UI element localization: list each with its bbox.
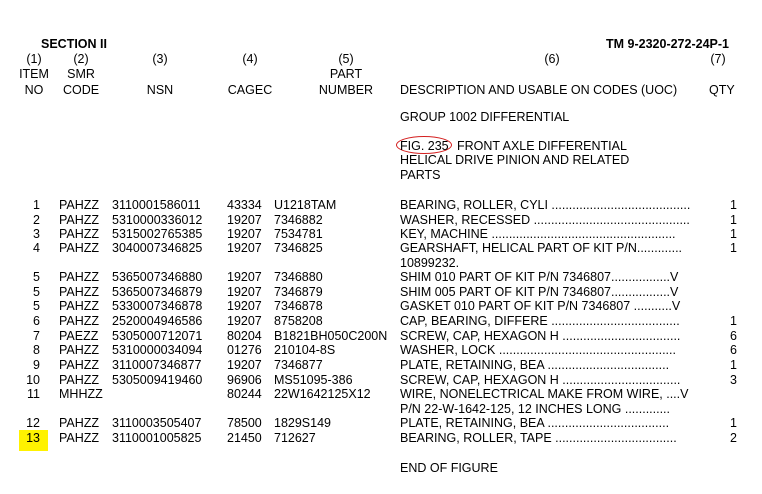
row-quantity: 1 xyxy=(730,416,737,430)
row-smr-code: PAHZZ xyxy=(59,299,100,313)
row-cagec: 19207 xyxy=(227,213,262,227)
row-cagec: 80204 xyxy=(227,329,262,343)
row-nsn: 5305009419460 xyxy=(112,373,203,387)
col-header-part: PART xyxy=(329,67,363,81)
row-item-number: 9 xyxy=(33,358,40,372)
row-nsn: 3110003505407 xyxy=(112,416,202,430)
row-item-number: 6 xyxy=(33,314,40,328)
col-number-4: (4) xyxy=(242,52,258,66)
row-part-number: 7346882 xyxy=(274,213,323,227)
row-part-number: 7346878 xyxy=(274,299,323,313)
row-part-number: MS51095-386 xyxy=(274,373,353,387)
row-nsn: 5365007346879 xyxy=(112,285,203,299)
row-smr-code: PAHZZ xyxy=(59,373,100,387)
row-description: GASKET 010 PART OF KIT P/N 7346807 ...........V xyxy=(400,299,681,313)
row-cagec: 19207 xyxy=(227,227,262,241)
row-smr-code: MHHZZ xyxy=(59,387,103,401)
row-part-number: 8758208 xyxy=(274,314,323,328)
row-description: WASHER, LOCK ................................................... xyxy=(400,343,676,357)
figure-label: FIG. 235 xyxy=(400,139,449,153)
row-item-number: 1 xyxy=(33,198,40,212)
row-description: CAP, BEARING, DIFFERE ..................................... xyxy=(400,314,680,328)
col-number-1: (1) xyxy=(26,52,42,66)
row-cagec: 19207 xyxy=(227,285,262,299)
row-item-number: 10 xyxy=(26,373,40,387)
row-description: BEARING, ROLLER, TAPE ................................... xyxy=(400,431,677,445)
row-cagec: 21450 xyxy=(227,431,262,445)
row-cagec: 19207 xyxy=(227,270,262,284)
row-part-number: 7346877 xyxy=(274,358,323,372)
row-item-number: 4 xyxy=(33,241,40,255)
col-header-nsn: NSN xyxy=(146,83,174,97)
row-description: PLATE, RETAINING, BEA ................................... xyxy=(400,416,670,430)
row-quantity: 1 xyxy=(730,241,737,255)
row-description: 10899232. xyxy=(400,256,460,270)
row-item-number: 5 xyxy=(33,299,40,313)
row-quantity: 2 xyxy=(730,431,737,445)
row-description: SCREW, CAP, HEXAGON H .................................. xyxy=(400,329,681,343)
col-number-6: (6) xyxy=(544,52,560,66)
row-nsn: 5330007346878 xyxy=(112,299,203,313)
row-cagec: 19207 xyxy=(227,314,262,328)
col-header-item: ITEM xyxy=(19,67,49,81)
col-header-description: DESCRIPTION AND USABLE ON CODES (UOC) xyxy=(400,83,678,97)
row-nsn: 3110001586011 xyxy=(112,198,201,212)
row-part-number: 1829S149 xyxy=(274,416,332,430)
group-title: GROUP 1002 DIFFERENTIAL xyxy=(400,110,570,124)
row-part-number: 210104-8S xyxy=(274,343,336,357)
row-nsn: 3040007346825 xyxy=(112,241,203,255)
row-smr-code: PAEZZ xyxy=(59,329,99,343)
row-smr-code: PAHZZ xyxy=(59,241,100,255)
row-part-number: U1218TAM xyxy=(274,198,337,212)
row-quantity: 1 xyxy=(730,227,737,241)
row-item-number: 5 xyxy=(33,270,40,284)
row-smr-code: PAHZZ xyxy=(59,213,100,227)
row-item-number: 12 xyxy=(26,416,40,430)
row-item-number: 3 xyxy=(33,227,40,241)
row-description: BEARING, ROLLER, CYLI ........................................ xyxy=(400,198,691,212)
row-smr-code: PAHZZ xyxy=(59,358,100,372)
row-smr-code: PAHZZ xyxy=(59,198,100,212)
row-part-number: 7346825 xyxy=(274,241,323,255)
row-cagec: 01276 xyxy=(227,343,262,357)
row-description: KEY, MACHINE ..................................................... xyxy=(400,227,676,241)
row-description: SHIM 010 PART OF KIT P/N 7346807.................V xyxy=(400,270,679,284)
col-header-qty: QTY xyxy=(709,83,735,97)
row-cagec: 19207 xyxy=(227,241,262,255)
row-smr-code: PAHZZ xyxy=(59,416,100,430)
row-quantity: 1 xyxy=(730,198,737,212)
row-smr-code: PAHZZ xyxy=(59,314,100,328)
row-nsn: 3110001005825 xyxy=(112,431,202,445)
col-header-code: CODE xyxy=(62,83,100,97)
row-item-number: 11 xyxy=(27,387,40,401)
row-smr-code: PAHZZ xyxy=(59,227,100,241)
col-header-number: NUMBER xyxy=(318,83,374,97)
row-item-number: 8 xyxy=(33,343,40,357)
row-smr-code: PAHZZ xyxy=(59,285,100,299)
row-quantity: 1 xyxy=(730,358,737,372)
row-quantity: 6 xyxy=(730,329,737,343)
row-cagec: 19207 xyxy=(227,358,262,372)
row-part-number: 7346879 xyxy=(274,285,323,299)
row-smr-code: PAHZZ xyxy=(59,431,100,445)
row-quantity: 6 xyxy=(730,343,737,357)
row-nsn: 5305000712071 xyxy=(112,329,203,343)
document-number: TM 9-2320-272-24P-1 xyxy=(606,37,729,51)
figure-title-line-1: FRONT AXLE DIFFERENTIAL xyxy=(457,139,627,153)
row-description: WIRE, NONELECTRICAL MAKE FROM WIRE, ....V xyxy=(400,387,689,401)
row-description: P/N 22-W-1642-125, 12 INCHES LONG ............. xyxy=(400,402,671,416)
row-cagec: 80244 xyxy=(227,387,262,401)
figure-title-line-2: HELICAL DRIVE PINION AND RELATED xyxy=(400,153,630,167)
row-part-number: 7346880 xyxy=(274,270,323,284)
col-number-3: (3) xyxy=(152,52,168,66)
row-description: SCREW, CAP, HEXAGON H .................................. xyxy=(400,373,681,387)
row-cagec: 43334 xyxy=(227,198,262,212)
col-number-2: (2) xyxy=(73,52,89,66)
row-nsn: 3110007346877 xyxy=(112,358,202,372)
row-cagec: 78500 xyxy=(227,416,262,430)
end-of-figure: END OF FIGURE xyxy=(400,461,498,475)
figure-title-line-3: PARTS xyxy=(400,168,441,182)
row-description: PLATE, RETAINING, BEA ................................... xyxy=(400,358,670,372)
row-smr-code: PAHZZ xyxy=(59,270,100,284)
row-item-number: 7 xyxy=(33,329,40,343)
col-number-7: (7) xyxy=(710,52,726,66)
col-header-smr: SMR xyxy=(67,67,95,81)
col-header-no: NO xyxy=(24,83,44,97)
row-part-number: 22W1642125X12 xyxy=(274,387,371,401)
row-cagec: 96906 xyxy=(227,373,262,387)
row-part-number: 712627 xyxy=(274,431,316,445)
row-smr-code: PAHZZ xyxy=(59,343,100,357)
row-nsn: 5310000034094 xyxy=(112,343,203,357)
row-quantity: 1 xyxy=(730,213,737,227)
col-header-cagec: CAGEC xyxy=(227,83,273,97)
section-title: SECTION II xyxy=(41,37,107,51)
row-nsn: 5310000336012 xyxy=(112,213,203,227)
row-nsn: 5315002765385 xyxy=(112,227,203,241)
row-nsn: 5365007346880 xyxy=(112,270,203,284)
row-item-number: 5 xyxy=(33,285,40,299)
col-number-5: (5) xyxy=(338,52,354,66)
row-description: SHIM 005 PART OF KIT P/N 7346807.................V xyxy=(400,285,679,299)
row-item-number: 13 xyxy=(26,431,40,445)
row-part-number: 7534781 xyxy=(274,227,323,241)
row-description: GEARSHAFT, HELICAL PART OF KIT P/N............. xyxy=(400,241,683,255)
row-item-number: 2 xyxy=(33,213,40,227)
row-nsn: 2520004946586 xyxy=(112,314,203,328)
row-quantity: 1 xyxy=(730,314,737,328)
row-cagec: 19207 xyxy=(227,299,262,313)
row-description: WASHER, RECESSED ............................................. xyxy=(400,213,690,227)
row-quantity: 3 xyxy=(730,373,737,387)
row-part-number: B1821BH050C200N xyxy=(274,329,388,343)
